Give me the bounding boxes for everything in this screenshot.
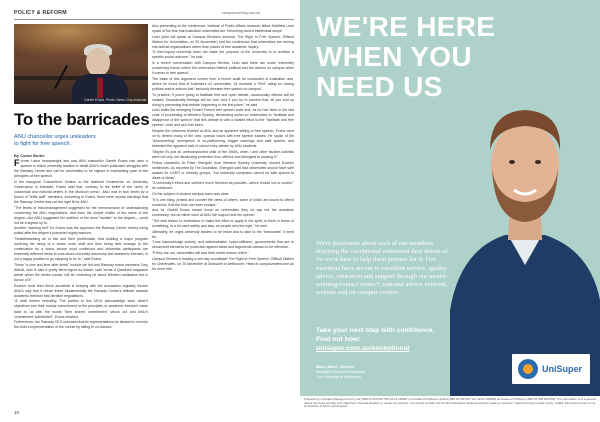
photo-tie [97,78,103,98]
article-paragraph: In a recent conversation with Campus Review, Lesh said there are some "extremely concerning trends where the universities believe political and the actions on campus when it comes to free speech". [152,61,294,76]
unisuper-logo-icon [518,359,538,379]
article-paragraph: "It is one thing, protest and counter the views of others, some of which are bound to offend someone, that the truth can even escape." [152,197,294,207]
person-eye-left [509,160,515,164]
article-paragraph: "If they are not, universities will lose their whole reason d'etre." [152,251,249,256]
article-paragraph: On the subject of student campus bans was clear. [152,192,230,197]
photo-caption: Gareth Evans. Photo: News Corp Australia [84,98,147,102]
article-subtitle-line1: ANU chancellor urges unileaders [14,134,96,140]
article-photo [14,24,148,104]
publication-url: campusmorning.com.au [222,11,261,15]
photo-background [14,24,148,58]
article-paragraph: Former Labor heavyweight and now ANU chancellor Gareth Evans has used a speech to fellow university leaders to detail ANU's much publicised struggles with the Ramsay Centre and call for universities to be vigilant in maintaining open to the principles of free speech. [14,159,148,179]
ad-headline-line3: NEED US [316,71,443,102]
header-divider [14,19,294,20]
ad-headline-line1: WE'RE HERE [316,11,496,42]
ad-person-name: Mark Lattner | Member [316,365,355,369]
person-eye-right [535,160,541,164]
ad-headline-line2: WHEN YOU [316,41,472,72]
article-paragraph: Furthermore, the Ramsay CEO indicated that its representatives be allowed to monitor the ANU's implementation of the course by sitting in on classes. [14,320,148,330]
section-header: POLICY & REFORM [14,10,67,16]
ad-fine-print: Prepared by UniSuper Management Pty Ltd (ABN 91 006 961 799, AFSL 235907) on behalf of UniSuper Limited (ABN 54 006 027 121, AFSL 492806) as trustee of UniSuper (ABN 91 385 943 850). The information is of a general nature and does not take your objectives, financial situation or needs into account. You should consider the Product Disclosure Statement before making a decision. *Award-winning contact centre, CSMA. Past performance is not an indicator of future performance. [304,397,596,409]
page-number: 10 [14,410,20,415]
article-subtitle-line2: to fight for free speech. [14,141,72,147]
article-paragraph: "A free-inquiry university does not stake the purpose of the university to to achieve a specific social outcome," he said. [152,50,294,60]
article-paragraph: In the inaugural Chancellor's Oration to the National Conference on University Governance in Adelaide, Evans said that, contrary to the belief of the "army of columnists and editorial writers in the Murdoch press", ANU was in fact vexed by a bunch of "leftie staff" members. According to Evans, there were myriad warnings that the Ramsay Centre was not the right fit for ANU. [14,179,148,204]
article-paragraph: Evans's most tired fierce accidents is keeping with the accusation regularly thrown ANU's way that it refuse these fundamentally the Ramsay Centre's attitude towards academic freedom that derailed negotiations. [14,283,148,298]
article-paragraph: "A university's ethos and outline's much freedom as possible—which should not to control," he continued. [152,181,294,191]
article-paragraph: Fellow chancellor Dr Peter Shergold, from Western Sydney University, shared Evans's sentiments. As reported by The Australian, Shergold said that universities should have safe spaces for LGBTI or minority groups, "but university campuses cannot be safe spaces to ideas or ideas". [152,160,294,180]
article-paragraph: And for Gareth Evans meant those on universities they do say but the academic community, not on rather each at ANU will support and the speech. [152,208,294,218]
ad-cta-line2: Find out how: [316,336,361,343]
article-paragraph: Ultimately, he urges university leaders to be brave and to take to the "barricades" if need be. [152,229,294,239]
ad-website-link[interactable]: unisuper.com.au/exceptional [316,345,410,352]
advertisement [300,0,600,422]
unisuper-logo-text: UniSuper [542,364,583,374]
article-paragraph: "The levels of micromanagement suggested for the memorandum of understanding concerning the ANU negotiations, and even the simple matter of the name of the degree—the ANU suggested the addition of the word "studies" to the degree— could not be a signed up to. [14,205,148,225]
article-column-2 [152,24,294,411]
article-paragraph: "The vital lesson to institutions to make the effort to apply in the spirit, to think in terms of something, to a lot more safety and stay: as people who the right," he said. [152,219,294,229]
article-paragraph: These "a nice and time after times" include we felt and Ramsay board members Tony Abbott, who is also a pretty fierce figure as leader, said "wrote a Quadrant magazine article which the centre course 'will be' reviewing be about Western civilisation but in favour of it". [14,262,148,283]
ad-cta-line1: Take your next step with confidence. [316,327,435,334]
article-paragraph: Lesh faults the emerging Robert French free speech code and, as he had been in the last code of proceeding at Western Sydney, demanding action so universities to "facilitate and disapprove of the speech" that this debate is with a sizable effort to the "facilitate and free speech" code and as it has been. [152,108,294,128]
byline: By Conor Burke [14,153,45,158]
article-paragraph: Lesh (who will speak at Campus Review's seminar, The Right to Free Speech: Difficult Waters for Universities, on 25 November) told the conference that universities are turning into activist organisations rather than places of free academic inquiry. [152,34,294,49]
article-paragraph: "A draft entries revealing 'The parties to this MOU acknowledge each other's objectives and their mutual commitment to the principles of academic freedom' came back to us with the words 'their shared commitment' struck out and ANU's commitment' substituted", Evans recalled. [14,299,148,319]
article-paragraph: The basis of this argument comes from a recent audit he conducted of Australian unis, where he found that of Australia's 42 universities, 34 received a "Red" rating for having policies and/or actions that "seriously threaten free speech on campus". [152,76,294,91]
article-paragraph: Also presenting at the conference, Institute of Public Affairs research fellow Matthew Lesh spoke of his fear that Australian universities are "becoming closed intellectual shops". [152,24,294,34]
article-paragraph: Another "warning bell" for Evans was the approach the Ramsay Centre money being pulled after the degree's purported eighty warriors. [14,226,148,236]
event-note: Campus Review is hosting a one-day roundtable The Right to Free Speech: Difficult Waters for Universities, on 25 November at Swissotel in Melbourne. Head to campusreview.com.au for more info. [152,256,294,271]
article-title: To the barricades [14,110,150,129]
article-column-1 [14,159,148,411]
article-paragraph: Despite the criticisms levelled at ANU and its apparent stifling of free speech, Evans went on to defend many of the unis' cyanosi hours with free speech tussles. He spoke of the "disconcerting" emergence of no-platforming, trigger warnings and safe spaces, and lamented the apparent lack of robust entry debate by ANU students. [152,129,294,149]
article-paragraph: "Maybe it's just an unreconstructed child of the 1960s, when I and other student activists were not only not demanding protection from offence and disregard to causing it." [152,149,294,159]
article-paragraph: "In practice, if you're going to facilitate free and open debate, occasionally offense will be caused. Occasionally feelings will be hurt. And if you try to prevent that, all you end up doing is preventing that debate happening in the first place," he said. [152,92,294,107]
article-paragraph: "Notwithstanding all of this and their problematic, that building a major program involving the hiring of a dozen more staff and then being held hostage to the continuation by a donor whose most vociferous and influential participants are extremely different views to ours about university autonomy and academic freedom, is not a happy position to go skipping to for to," said Evans. [14,237,148,262]
photo-head [86,48,110,76]
ad-person-employer: The University of Melbourne [316,375,361,379]
article-paragraph: "Less haemorrhage anxiety, and administrative 'cyber-stiffness', governments that are to circumvent elements for protection against ideas and arguments claimed to be offensive. [152,240,294,250]
ad-body-text: We're passionate about each of our members enjoying the exceptional retirement they dream of. So we're here to help them prepare for it. Our members have access to excellent service, quality advice, education and support through our award-winning contact centre*, national advice network, website and on-campus centres. [316,240,450,297]
ad-person-role: Manager, Financial Accounting [316,370,365,374]
